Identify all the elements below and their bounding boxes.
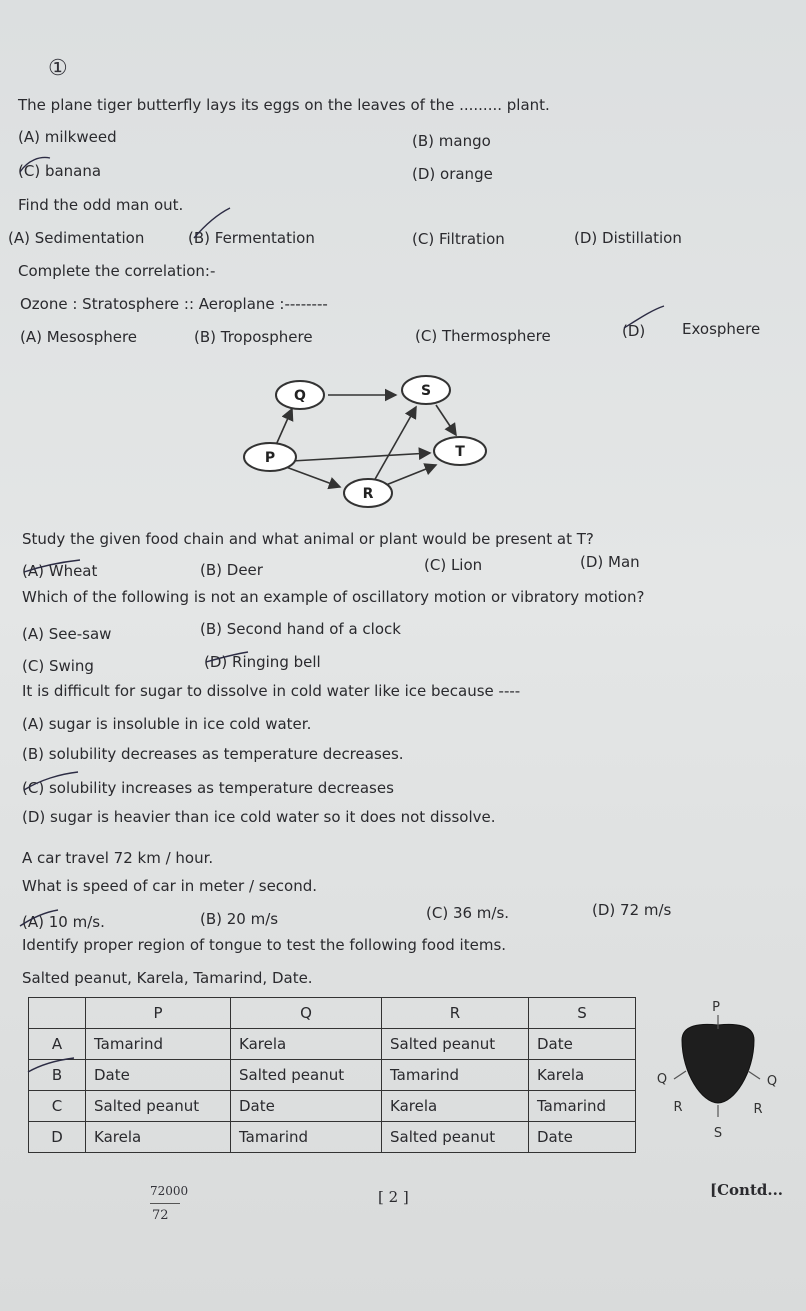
tongue-label-s: S — [713, 1126, 723, 1141]
table-cell: Salted peanut — [382, 1122, 529, 1153]
q7-option-a: (A) 10 m/s. — [22, 913, 105, 931]
table-cell: A — [29, 1029, 86, 1060]
q3-option-a: (A) Mesosphere — [20, 328, 138, 346]
q1-option-b: (B) mango — [412, 132, 491, 150]
table-cell: Tamarind — [231, 1122, 382, 1153]
table-row — [29, 1060, 636, 1091]
q5-option-c: (C) Swing — [22, 657, 94, 675]
q2-option-b: (B) Fermentation — [188, 229, 315, 247]
q8-text-2: Salted peanut, Karela, Tamarind, Date. — [22, 969, 313, 987]
table-cell: B — [29, 1060, 86, 1091]
q6-text: It is difficult for sugar to dissolve in cold water like ice because ---- — [22, 682, 521, 700]
table-cell: Salted peanut — [86, 1091, 231, 1122]
node-t-label: T — [455, 444, 465, 460]
table-cell: Tamarind — [86, 1029, 231, 1060]
tongue-diagram — [650, 995, 790, 1145]
q6-option-d: (D) sugar is heavier than ice cold water so it does not dissolve. — [22, 808, 496, 826]
q3-option-b: (B) Troposphere — [194, 328, 313, 346]
table-cell: Date — [231, 1091, 382, 1122]
q4-option-d: (D) Man — [580, 553, 640, 571]
tongue-label-q-right: Q — [766, 1074, 778, 1089]
calc-numerator: 72000 — [150, 1184, 189, 1198]
q4-option-a: (A) Wheat — [22, 562, 98, 580]
q1-option-d: (D) orange — [412, 165, 493, 183]
page-number: [ 2 ] — [378, 1188, 409, 1206]
q1-option-a: (A) milkweed — [18, 128, 117, 146]
table-cell: Date — [86, 1060, 231, 1091]
table-cell: D — [29, 1122, 86, 1153]
table-cell: Tamarind — [529, 1091, 636, 1122]
node-r-label: R — [362, 486, 374, 502]
q3-option-c: (C) Thermosphere — [415, 327, 551, 345]
q3-option-d-label: (D) — [622, 322, 646, 340]
table-cell: Tamarind — [382, 1060, 529, 1091]
table-cell: Date — [529, 1029, 636, 1060]
q5-text: Which of the following is not an example of oscillatory motion or vibratory motion? — [22, 588, 645, 606]
table-cell: Salted peanut — [382, 1029, 529, 1060]
arrow-r-s — [374, 407, 416, 481]
q7-option-b: (B) 20 m/s — [200, 910, 279, 928]
q2-option-d: (D) Distillation — [574, 229, 682, 247]
arrow-p-t — [292, 453, 430, 461]
q6-option-a: (A) sugar is insoluble in ice cold water. — [22, 715, 312, 733]
table-cell: Salted peanut — [231, 1060, 382, 1091]
tongue-label-q-left: Q — [656, 1072, 668, 1087]
tongue-label-p: P — [712, 1000, 720, 1015]
table-cell: C — [29, 1091, 86, 1122]
question-number-mark: ① — [48, 56, 68, 81]
q1-text: The plane tiger butterfly lays its eggs on the leaves of the ......... plant. — [18, 96, 550, 114]
tongue-label-r-left: R — [673, 1100, 683, 1115]
q3-option-d-text: Exosphere — [682, 320, 761, 338]
q7-option-c: (C) 36 m/s. — [426, 904, 510, 922]
table-cell: Karela — [231, 1029, 382, 1060]
tongue-shape — [682, 1024, 754, 1103]
q4-option-c: (C) Lion — [424, 556, 483, 574]
q2-option-c: (C) Filtration — [412, 230, 505, 248]
arrow-p-q — [276, 409, 292, 445]
table-header-cell — [29, 998, 86, 1029]
calc-denominator: 72 — [152, 1208, 169, 1223]
q2-option-a: (A) Sedimentation — [8, 229, 145, 247]
answer-table — [28, 997, 636, 1153]
table-header-cell: Q — [231, 998, 382, 1029]
node-s-label: S — [420, 383, 432, 399]
node-q-label: Q — [294, 388, 306, 404]
table-row — [29, 1091, 636, 1122]
calc-fraction-line — [150, 1203, 180, 1204]
q4-option-b: (B) Deer — [200, 561, 263, 579]
table-cell: Karela — [529, 1060, 636, 1091]
table-header-row — [29, 998, 636, 1029]
table-cell: Karela — [86, 1122, 231, 1153]
table-row — [29, 1029, 636, 1060]
q7-option-d: (D) 72 m/s — [592, 901, 672, 919]
q1-option-c: (C) banana — [18, 162, 102, 180]
continued-note: [Contd... — [710, 1181, 784, 1199]
node-p-label: P — [264, 450, 276, 466]
arrow-p-r — [286, 467, 340, 487]
table-header-cell: P — [86, 998, 231, 1029]
q7-text-2: What is speed of car in meter / second. — [22, 877, 318, 895]
q7-text-1: A car travel 72 km / hour. — [22, 849, 214, 867]
q8-text-1: Identify proper region of tongue to test the following food items. — [22, 936, 507, 954]
arrow-s-t — [436, 405, 456, 435]
table-header-cell: S — [529, 998, 636, 1029]
q3-text: Complete the correlation:- — [18, 262, 216, 280]
table-cell: Date — [529, 1122, 636, 1153]
q3-analogy: Ozone : Stratosphere :: Aeroplane :-------- — [20, 295, 328, 313]
table-cell: Karela — [382, 1091, 529, 1122]
table-header-cell: R — [382, 998, 529, 1029]
q2-text: Find the odd man out. — [18, 196, 184, 214]
arrow-r-t — [386, 465, 436, 485]
q5-option-b: (B) Second hand of a clock — [200, 620, 401, 638]
food-chain-diagram — [230, 365, 500, 515]
q5-option-d: (D) Ringing bell — [204, 653, 321, 671]
table-row — [29, 1122, 636, 1153]
q6-option-b: (B) solubility decreases as temperature decreases. — [22, 745, 404, 763]
q5-option-a: (A) See-saw — [22, 625, 112, 643]
q4-text: Study the given food chain and what animal or plant would be present at T? — [22, 530, 594, 548]
q6-option-c: (C) solubility increases as temperature decreases — [22, 779, 394, 797]
tongue-label-r-right: R — [753, 1102, 763, 1117]
